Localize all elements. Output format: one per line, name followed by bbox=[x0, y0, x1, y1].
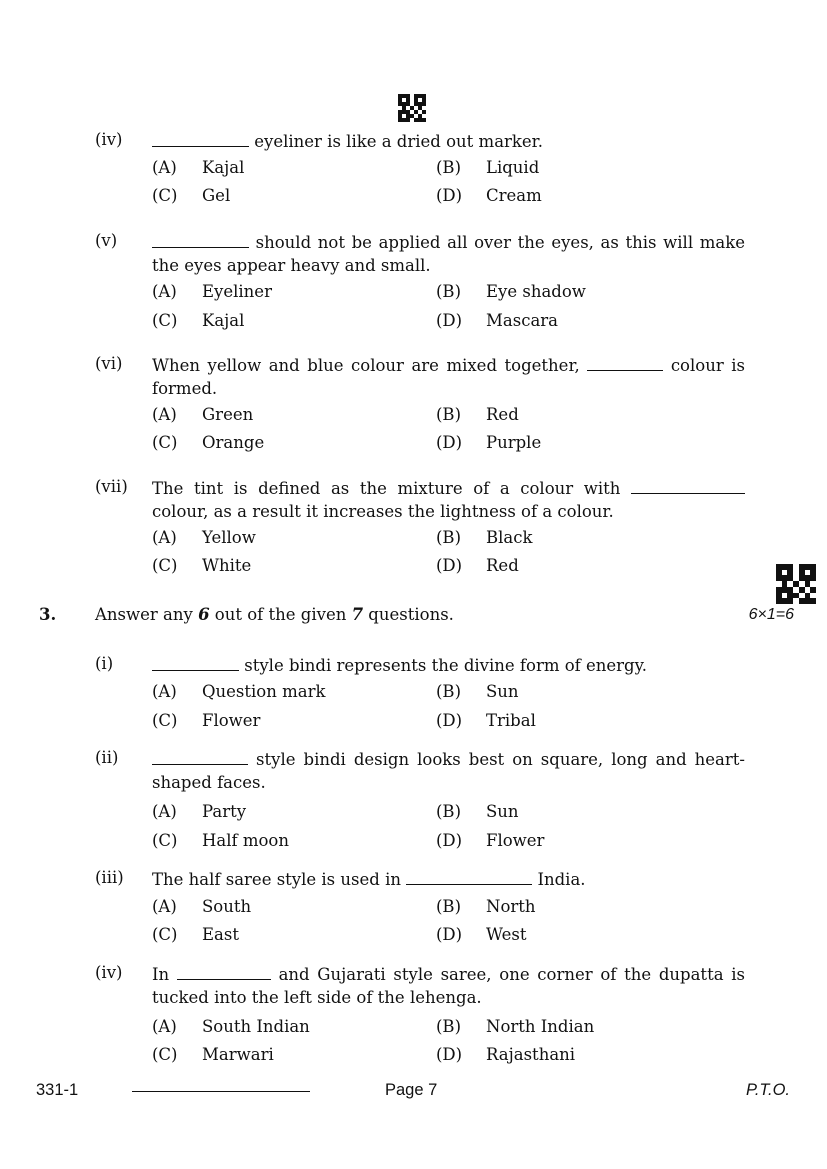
footer-rule bbox=[132, 1091, 310, 1092]
section-number: 3. bbox=[39, 605, 57, 624]
question-text: In and Gujarati style saree, one corner of the dupatta is tucked into the left side of the lehenga. bbox=[152, 965, 745, 1007]
question-text: The half saree style is used in India. bbox=[152, 870, 586, 889]
question-number: (v) bbox=[95, 231, 118, 250]
question-number: (ii) bbox=[95, 748, 119, 767]
question-text: eyeliner is like a dried out marker. bbox=[152, 130, 745, 153]
section-instruction: Answer any 6 out of the given 7 questions. bbox=[95, 605, 454, 624]
qr-code-side bbox=[776, 564, 816, 604]
question-text: When yellow and blue colour are mixed together, colour is formed. bbox=[152, 356, 745, 398]
paper-code: 331-1 bbox=[36, 1081, 79, 1099]
question-number: (i) bbox=[95, 654, 114, 673]
page-number: Page 7 bbox=[385, 1081, 438, 1099]
question-text: style bindi design looks best on square, long and heart-shaped faces. bbox=[152, 750, 745, 792]
question-number: (iv) bbox=[95, 963, 123, 982]
question-text: should not be applied all over the eyes, as this will make the eyes appear heavy and small. bbox=[152, 233, 745, 275]
question-number: (iii) bbox=[95, 868, 124, 887]
pto-label: P.T.O. bbox=[745, 1081, 790, 1099]
question-number: (vi) bbox=[95, 354, 123, 373]
question-text: The tint is defined as the mixture of a colour with colour, as a result it increases the lightness of a colour. bbox=[152, 477, 745, 523]
question-text: style bindi represents the divine form of energy. bbox=[152, 654, 745, 677]
section-marks: 6×1=6 bbox=[748, 606, 794, 623]
qr-code-top bbox=[398, 94, 426, 122]
question-number: (vii) bbox=[95, 477, 128, 496]
question-number: (iv) bbox=[95, 130, 123, 149]
